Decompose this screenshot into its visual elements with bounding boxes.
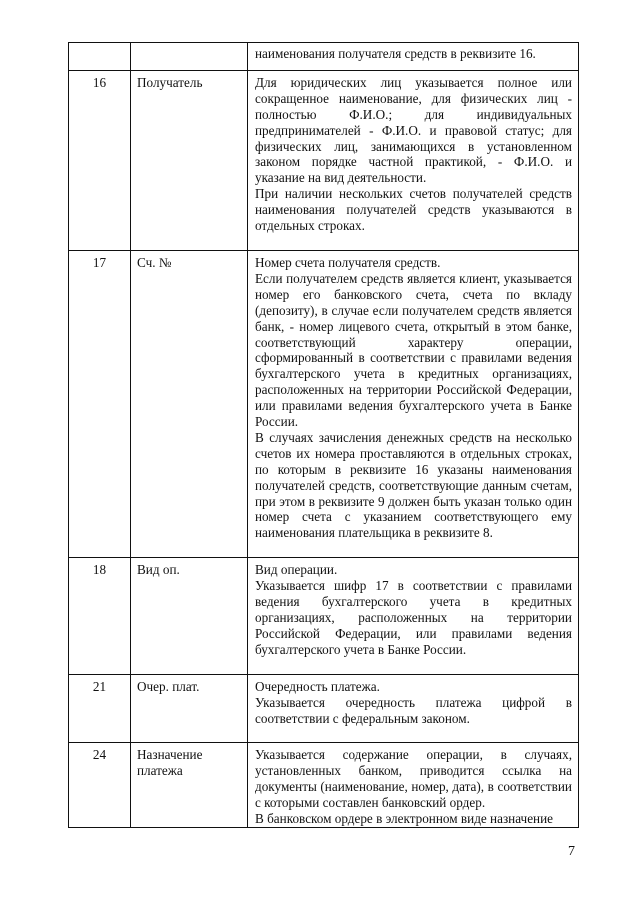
row-number: 18: [69, 558, 131, 674]
row-description: [248, 250, 579, 557]
row-description: [248, 743, 579, 828]
description-paragraph: В банковском ордере в электронном виде назначение: [255, 811, 554, 827]
description-paragraph: Указывается очередность платежа цифрой в соответствии с федеральным законом.: [255, 694, 572, 726]
description-paragraph: Очередность платежа.: [255, 678, 380, 694]
row-name: Вид оп.: [131, 558, 248, 674]
description-paragraph: Указывается шифр 17 в соответствии с правилами ведения бухгалтерского учета в кредитных организациях, расположенных на территории Российской Федерации, или правилами ведения бухгалтерского учета в Банке России.: [255, 578, 572, 657]
table-row: [69, 70, 579, 250]
requisites-table: [68, 42, 579, 828]
row-number: 17: [69, 250, 131, 557]
description-paragraph: В случаях зачисления денежных средств на несколько счетов их номера проставляются в отдельных строках, по которым в реквизите 16 указаны наименования получателей средств, соответствующие данным счетам, при этом в реквизите 9 должен быть указан только один номер счета с указанием соответствующего ему наименования плательщика в реквизите 8.: [255, 429, 572, 541]
table-row: [69, 250, 579, 557]
row-name: [131, 43, 248, 71]
row-description: [248, 70, 579, 250]
row-number: 16: [69, 70, 131, 250]
row-description: [248, 43, 579, 71]
table-row: [69, 558, 579, 674]
description-paragraph: При наличии нескольких счетов получателей средств наименования получателей средств указываются в отдельных строках.: [255, 186, 572, 234]
description-paragraph: Номер счета получателя средств.: [255, 254, 441, 270]
description-paragraph: Указывается содержание операции, в случаях, установленных банком, приводится ссылка на документы (наименование, номер, дата), в соответствии с которыми составлен банковский ордер.: [255, 747, 572, 811]
row-number: [69, 43, 131, 71]
row-description: [248, 558, 579, 674]
description-paragraph: наименования получателя средств в реквизите 16.: [255, 46, 536, 61]
row-number: 24: [69, 743, 131, 828]
table-row: [69, 674, 579, 743]
row-name: Очер. плат.: [131, 674, 248, 743]
description-paragraph: Если получателем средств является клиент, указывается номер его банковского счета, счета по вкладу (депозиту), в случае если получателем средств является банк, - номер лицевого счета, открытый в этом банке, соответствующий характеру операции, сформированный в соответствии с правилами ведения бухгалтерского учета в кредитных организациях, расположенных на территории Российской Федерации, или правилами ведения бухгалтерского учета в Банке России.: [255, 270, 572, 430]
description-paragraph: Для юридических лиц указывается полное или сокращенное наименование, для физических лиц - полностью Ф.И.О.; для индивидуальных предпринимателей - Ф.И.О. и правовой статус; для физических лиц, занимающихся в установленном законом порядке частной практикой, - Ф.И.О. и указание на вид деятельности.: [255, 74, 572, 186]
row-number: 21: [69, 674, 131, 743]
table-row: [69, 743, 579, 828]
row-description: [248, 674, 579, 743]
description-paragraph: Вид операции.: [255, 562, 338, 578]
row-name: Получатель: [131, 70, 248, 250]
table-row: [69, 43, 579, 71]
row-name: Сч. №: [131, 250, 248, 557]
page-number: 7: [568, 844, 575, 859]
row-name: Назначение платежа: [131, 743, 248, 828]
